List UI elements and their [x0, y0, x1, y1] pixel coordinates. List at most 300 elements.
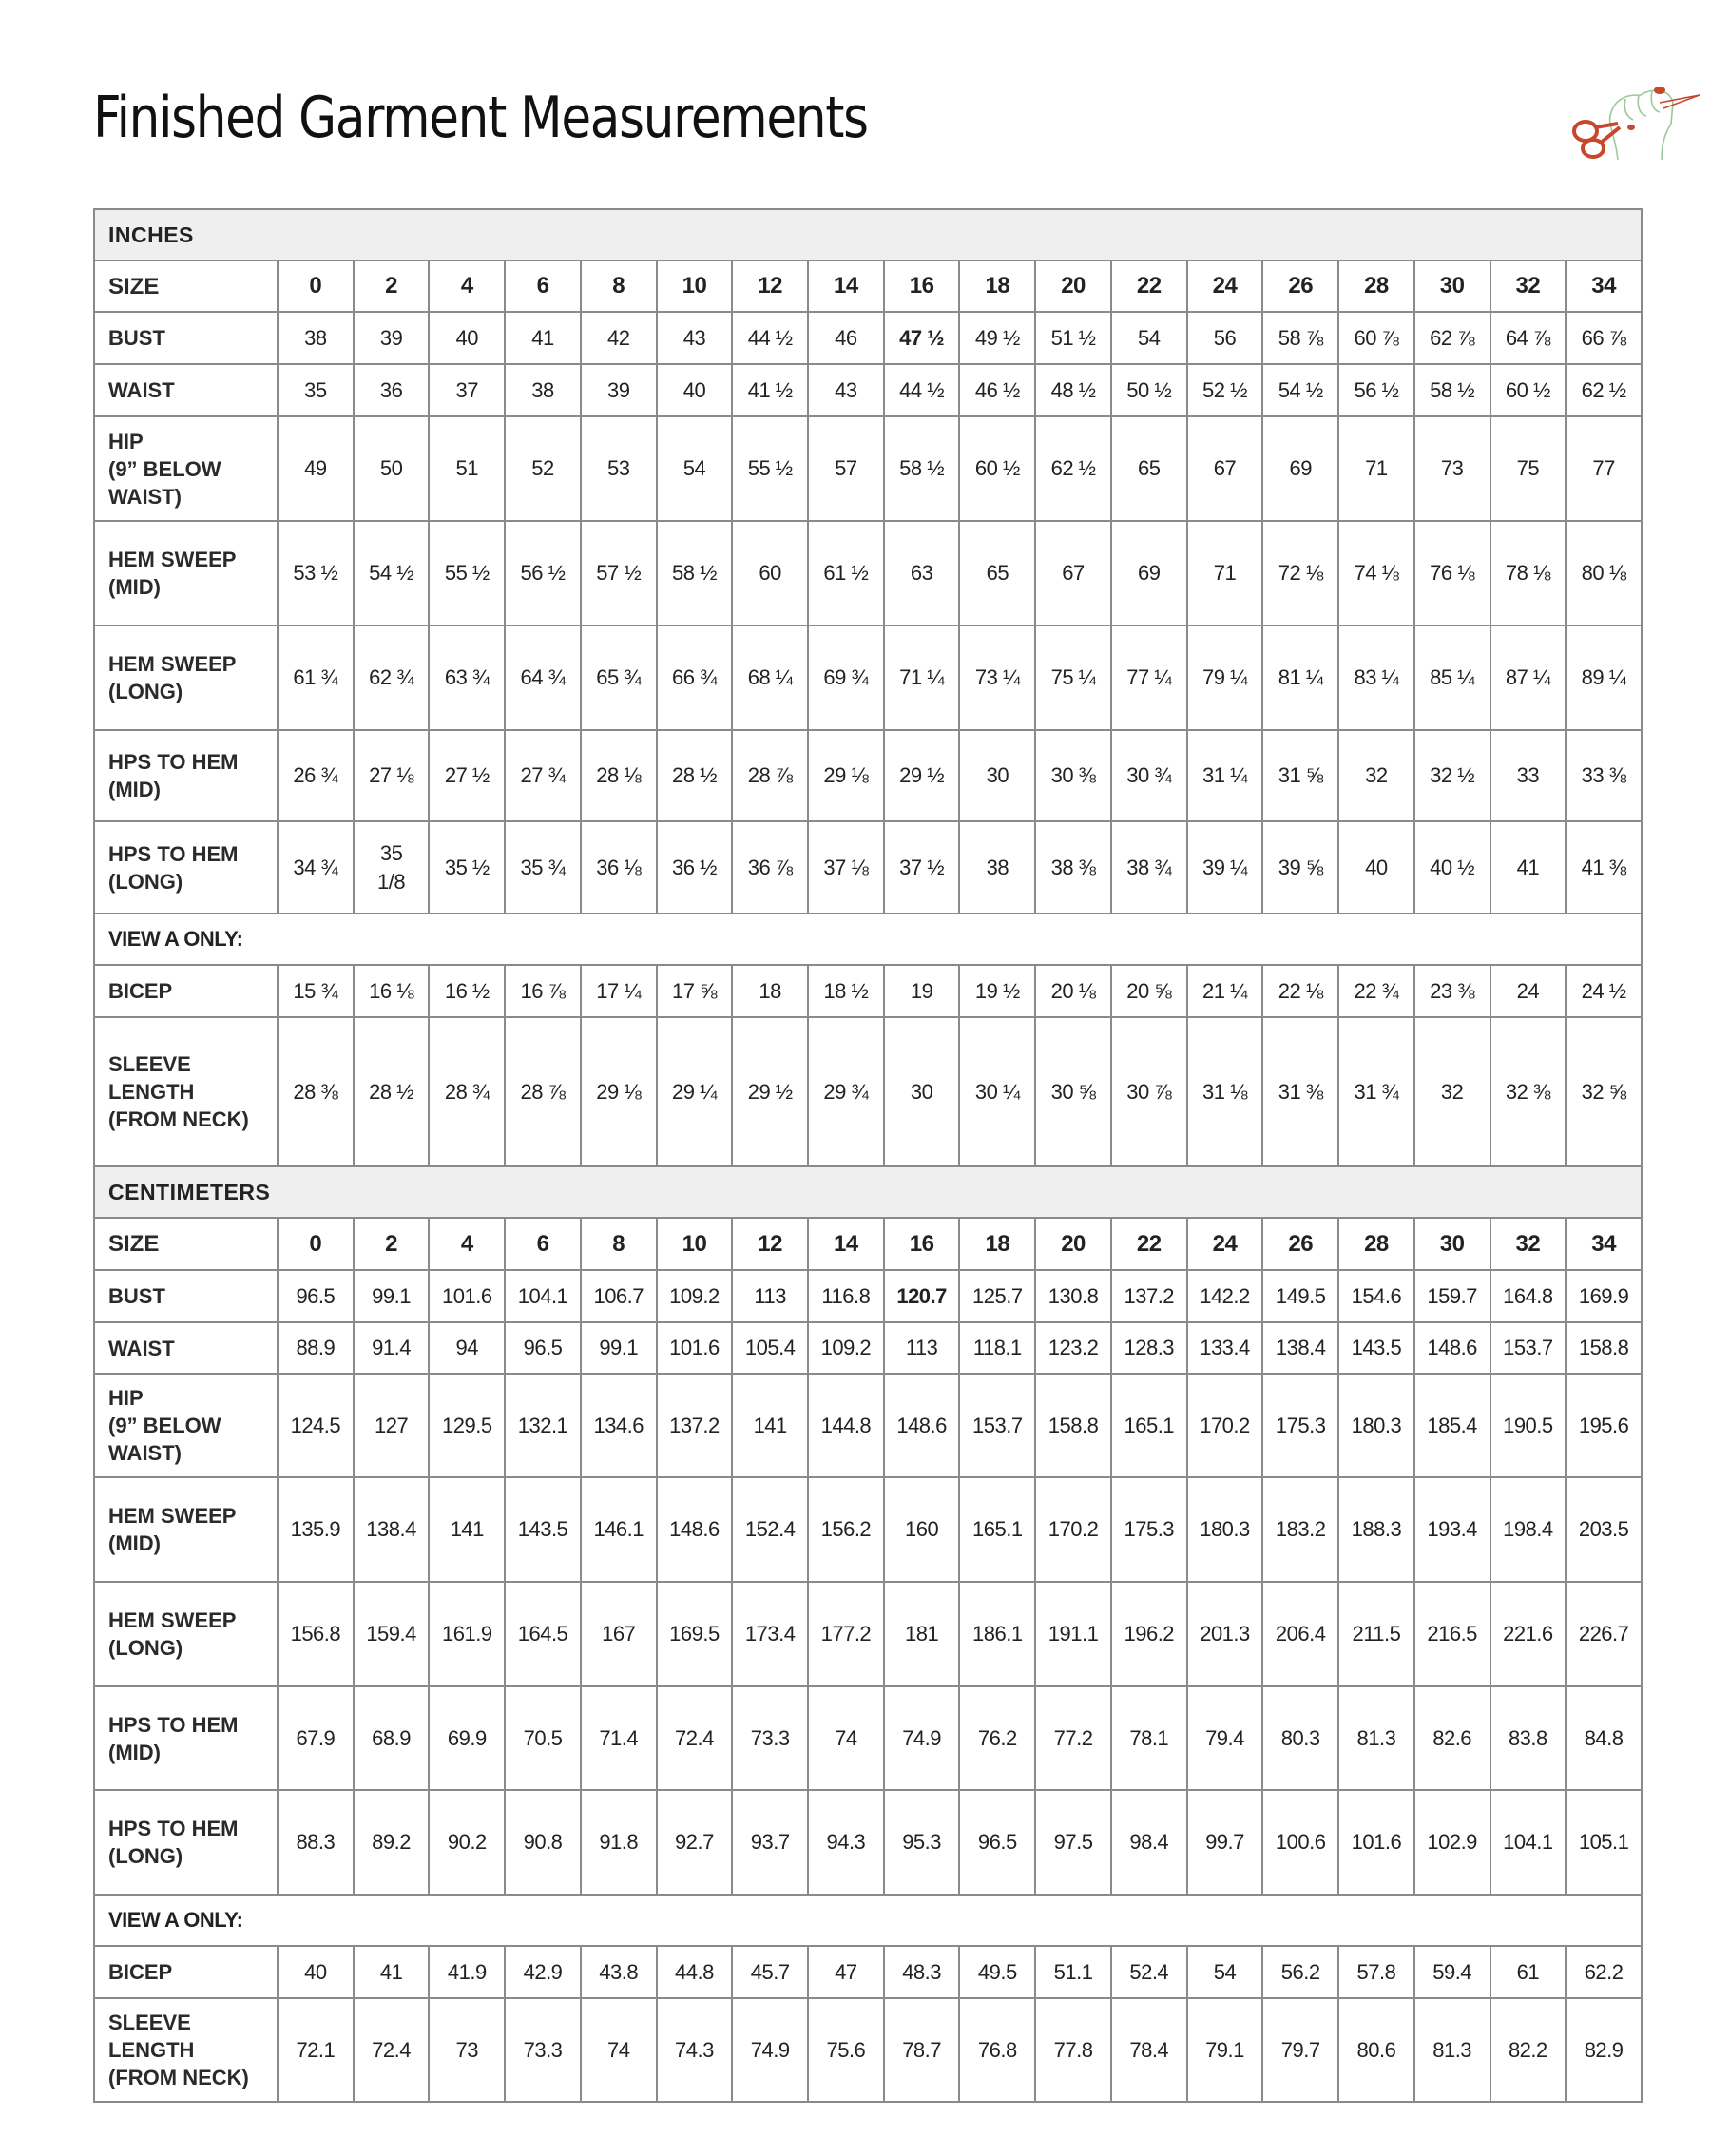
row-label-line: (FROM NECK) — [108, 2066, 249, 2089]
measurement-value: 165.1 — [959, 1477, 1035, 1582]
measurement-value: 30 ⅜ — [1035, 730, 1111, 821]
measurement-label — [94, 821, 278, 914]
size-column-header: 0 — [278, 1218, 354, 1270]
measurement-value: 21 ¼ — [1187, 965, 1263, 1017]
measurement-value: 183.2 — [1262, 1477, 1338, 1582]
measurement-value: 41 — [505, 312, 581, 364]
row-label-line: BUST — [108, 326, 165, 350]
measurement-value: 56.2 — [1262, 1946, 1338, 1998]
measurement-value: 41 ½ — [732, 364, 808, 416]
measurement-value: 80 ⅛ — [1566, 521, 1642, 626]
measurement-value: 77.8 — [1035, 1998, 1111, 2102]
measurement-value: 73.3 — [732, 1686, 808, 1790]
size-column-header: 32 — [1490, 260, 1567, 312]
measurement-value: 28 ⅞ — [732, 730, 808, 821]
measurement-value: 118.1 — [959, 1322, 1035, 1374]
measurement-value: 116.8 — [808, 1270, 884, 1322]
size-column-header: 14 — [808, 1218, 884, 1270]
measurement-value: 64 ¾ — [505, 626, 581, 730]
measurement-value: 73 — [1414, 416, 1490, 521]
measurement-value: 134.6 — [581, 1374, 657, 1477]
measurement-value: 53 — [581, 416, 657, 521]
measurement-value: 35 1/8 — [354, 821, 430, 914]
measurement-value: 206.4 — [1262, 1582, 1338, 1686]
row-label-line: WAIST) — [108, 484, 182, 509]
measurement-value: 75 ¼ — [1035, 626, 1111, 730]
measurement-value: 83.8 — [1490, 1686, 1567, 1790]
measurement-value: 158.8 — [1035, 1374, 1111, 1477]
measurement-row — [94, 626, 1642, 730]
measurement-value: 76.2 — [959, 1686, 1035, 1790]
measurement-value: 46 — [808, 312, 884, 364]
size-column-header: 18 — [959, 1218, 1035, 1270]
measurement-value: 17 ¼ — [581, 965, 657, 1017]
measurement-value: 49 ½ — [959, 312, 1035, 364]
row-label-line: (MID) — [108, 1531, 161, 1555]
measurement-value: 96.5 — [505, 1322, 581, 1374]
measurement-value: 27 ¾ — [505, 730, 581, 821]
hand-holding-scissors-logo — [1559, 57, 1701, 162]
measurement-value: 82.9 — [1566, 1998, 1642, 2102]
measurement-value: 153.7 — [959, 1374, 1035, 1477]
measurement-value: 47 ½ — [884, 312, 960, 364]
measurement-value: 45.7 — [732, 1946, 808, 1998]
measurement-value: 41 — [1490, 821, 1567, 914]
measurement-label — [94, 1017, 278, 1166]
measurement-value: 64 ⅞ — [1490, 312, 1567, 364]
measurement-value: 19 ½ — [959, 965, 1035, 1017]
measurement-row — [94, 1998, 1642, 2102]
size-label: SIZE — [94, 1218, 278, 1270]
measurement-value: 138.4 — [1262, 1322, 1338, 1374]
measurement-value: 36 — [354, 364, 430, 416]
measurement-value: 38 — [959, 821, 1035, 914]
measurement-value: 158.8 — [1566, 1322, 1642, 1374]
measurement-value: 152.4 — [732, 1477, 808, 1582]
measurement-value: 60 ⅞ — [1338, 312, 1414, 364]
measurement-value: 31 ⅜ — [1262, 1017, 1338, 1166]
measurement-value: 82.2 — [1490, 1998, 1567, 2102]
measurement-value: 18 — [732, 965, 808, 1017]
measurement-value: 81.3 — [1414, 1998, 1490, 2102]
measurement-value: 78 ⅛ — [1490, 521, 1567, 626]
measurement-value: 97.5 — [1035, 1790, 1111, 1895]
measurement-value: 68 ¼ — [732, 626, 808, 730]
measurement-row — [94, 730, 1642, 821]
measurement-value: 170.2 — [1187, 1374, 1263, 1477]
measurement-value: 113 — [732, 1270, 808, 1322]
measurement-label — [94, 1582, 278, 1686]
row-label-line: (9” BELOW — [108, 456, 221, 481]
measurement-row — [94, 1374, 1642, 1477]
measurement-value: 54 ½ — [1262, 364, 1338, 416]
row-label-line: (LONG) — [108, 1636, 183, 1660]
size-column-header: 8 — [581, 1218, 657, 1270]
measurement-value: 32 ½ — [1414, 730, 1490, 821]
measurement-value: 79.7 — [1262, 1998, 1338, 2102]
row-label-line: WAIST — [108, 378, 175, 402]
measurement-value: 57 — [808, 416, 884, 521]
measurement-value: 61 — [1490, 1946, 1567, 1998]
measurement-value: 29 ¼ — [657, 1017, 733, 1166]
measurement-value: 109.2 — [808, 1322, 884, 1374]
size-column-header: 4 — [429, 260, 505, 312]
measurement-value: 37 — [429, 364, 505, 416]
size-column-header: 12 — [732, 260, 808, 312]
measurement-value: 102.9 — [1414, 1790, 1490, 1895]
measurement-value: 94.3 — [808, 1790, 884, 1895]
measurement-value: 28 ⅜ — [278, 1017, 354, 1166]
measurement-value: 51.1 — [1035, 1946, 1111, 1998]
size-column-header: 4 — [429, 1218, 505, 1270]
measurement-value: 181 — [884, 1582, 960, 1686]
row-label-line: HPS TO HEM — [108, 1712, 239, 1737]
size-column-header: 22 — [1111, 260, 1187, 312]
measurement-value: 191.1 — [1035, 1582, 1111, 1686]
measurement-value: 125.7 — [959, 1270, 1035, 1322]
measurement-value: 84.8 — [1566, 1686, 1642, 1790]
measurement-value: 49 — [278, 416, 354, 521]
measurement-value: 17 ⅝ — [657, 965, 733, 1017]
size-column-header: 16 — [884, 1218, 960, 1270]
measurement-value: 58 ⅞ — [1262, 312, 1338, 364]
measurement-value: 40 ½ — [1414, 821, 1490, 914]
row-label-line: SLEEVE — [108, 2011, 191, 2034]
measurement-value: 76 ⅛ — [1414, 521, 1490, 626]
measurement-value: 35 ¾ — [505, 821, 581, 914]
measurement-value: 15 ¾ — [278, 965, 354, 1017]
measurement-value: 180.3 — [1187, 1477, 1263, 1582]
measurement-value: 44.8 — [657, 1946, 733, 1998]
measurement-value: 75.6 — [808, 1998, 884, 2102]
measurement-value: 188.3 — [1338, 1477, 1414, 1582]
measurement-value: 32 ⅜ — [1490, 1017, 1567, 1166]
measurement-value: 169.9 — [1566, 1270, 1642, 1322]
size-label: SIZE — [94, 260, 278, 312]
measurement-value: 148.6 — [1414, 1322, 1490, 1374]
measurement-row — [94, 521, 1642, 626]
measurement-value: 41 ⅜ — [1566, 821, 1642, 914]
measurement-value: 30 ⅞ — [1111, 1017, 1187, 1166]
measurement-value: 40 — [429, 312, 505, 364]
measurement-value: 226.7 — [1566, 1582, 1642, 1686]
row-label-line: WAIST) — [108, 1441, 182, 1465]
measurement-value: 95.3 — [884, 1790, 960, 1895]
measurement-value: 40 — [278, 1946, 354, 1998]
measurement-value: 39 — [581, 364, 657, 416]
measurement-value: 62 ¾ — [354, 626, 430, 730]
measurement-value: 106.7 — [581, 1270, 657, 1322]
measurement-value: 20 ⅝ — [1111, 965, 1187, 1017]
measurement-value: 142.2 — [1187, 1270, 1263, 1322]
measurement-value: 85 ¼ — [1414, 626, 1490, 730]
measurement-value: 93.7 — [732, 1790, 808, 1895]
measurement-value: 32 — [1414, 1017, 1490, 1166]
size-column-header: 20 — [1035, 260, 1111, 312]
measurement-value: 68.9 — [354, 1686, 430, 1790]
measurement-value: 67 — [1035, 521, 1111, 626]
measurement-row — [94, 1946, 1642, 1998]
measurement-value: 137.2 — [657, 1374, 733, 1477]
measurement-value: 43 — [808, 364, 884, 416]
measurement-value: 28 ⅛ — [581, 730, 657, 821]
measurement-value: 31 ⅛ — [1187, 1017, 1263, 1166]
measurement-value: 177.2 — [808, 1582, 884, 1686]
measurement-value: 82.6 — [1414, 1686, 1490, 1790]
measurement-value: 180.3 — [1338, 1374, 1414, 1477]
measurement-value: 27 ½ — [429, 730, 505, 821]
measurement-value: 28 ⅞ — [505, 1017, 581, 1166]
row-label-line: (FROM NECK) — [108, 1107, 249, 1131]
measurement-label — [94, 416, 278, 521]
row-label-line: HEM SWEEP — [108, 1608, 237, 1632]
measurement-value: 79 ¼ — [1187, 626, 1263, 730]
measurement-value: 164.8 — [1490, 1270, 1567, 1322]
measurement-row — [94, 364, 1642, 416]
size-column-header: 32 — [1490, 1218, 1567, 1270]
measurement-label — [94, 1946, 278, 1998]
measurement-value: 32 ⅝ — [1566, 1017, 1642, 1166]
measurement-value: 42.9 — [505, 1946, 581, 1998]
measurement-value: 61 ¾ — [278, 626, 354, 730]
measurement-label — [94, 1374, 278, 1477]
measurement-label — [94, 1322, 278, 1374]
size-header-row — [94, 1218, 1642, 1270]
measurement-value: 66 ¾ — [657, 626, 733, 730]
measurement-value: 196.2 — [1111, 1582, 1187, 1686]
measurement-value: 90.2 — [429, 1790, 505, 1895]
measurement-value: 96.5 — [959, 1790, 1035, 1895]
measurement-value: 48 ½ — [1035, 364, 1111, 416]
measurement-value: 50 ½ — [1111, 364, 1187, 416]
measurement-value: 24 ½ — [1566, 965, 1642, 1017]
measurement-value: 20 ⅛ — [1035, 965, 1111, 1017]
row-label-line: BICEP — [108, 979, 173, 1003]
measurement-value: 18 ½ — [808, 965, 884, 1017]
size-column-header: 18 — [959, 260, 1035, 312]
measurement-value: 78.1 — [1111, 1686, 1187, 1790]
measurement-value: 66 ⅞ — [1566, 312, 1642, 364]
measurement-value: 94 — [429, 1322, 505, 1374]
row-label-line: (LONG) — [108, 1844, 183, 1868]
measurement-value: 74.9 — [884, 1686, 960, 1790]
measurement-value: 149.5 — [1262, 1270, 1338, 1322]
measurement-value: 39 ⅝ — [1262, 821, 1338, 914]
measurement-value: 37 ½ — [884, 821, 960, 914]
measurement-value: 57 ½ — [581, 521, 657, 626]
measurement-value: 91.8 — [581, 1790, 657, 1895]
measurement-value: 26 ¾ — [278, 730, 354, 821]
measurement-value: 38 ¾ — [1111, 821, 1187, 914]
measurement-value: 80.3 — [1262, 1686, 1338, 1790]
size-column-header: 10 — [657, 1218, 733, 1270]
measurement-value: 71 — [1338, 416, 1414, 521]
measurement-row — [94, 1270, 1642, 1322]
measurement-value: 27 ⅛ — [354, 730, 430, 821]
measurement-value: 74.9 — [732, 1998, 808, 2102]
measurement-value: 90.8 — [505, 1790, 581, 1895]
measurement-value: 101.6 — [657, 1322, 733, 1374]
measurement-value: 203.5 — [1566, 1477, 1642, 1582]
measurement-value: 146.1 — [581, 1477, 657, 1582]
measurement-value: 54 — [1111, 312, 1187, 364]
measurement-value: 52 — [505, 416, 581, 521]
measurement-value: 59.4 — [1414, 1946, 1490, 1998]
measurement-value: 28 ½ — [354, 1017, 430, 1166]
measurement-value: 72.4 — [657, 1686, 733, 1790]
measurement-row — [94, 1790, 1642, 1895]
measurement-value: 33 — [1490, 730, 1567, 821]
measurement-value: 44 ½ — [884, 364, 960, 416]
measurement-value: 79.4 — [1187, 1686, 1263, 1790]
measurement-value: 74 — [808, 1686, 884, 1790]
measurement-row — [94, 1322, 1642, 1374]
measurement-value: 71.4 — [581, 1686, 657, 1790]
measurement-value: 62 ½ — [1566, 364, 1642, 416]
measurement-value: 100.6 — [1262, 1790, 1338, 1895]
measurement-value: 69.9 — [429, 1686, 505, 1790]
measurement-label — [94, 626, 278, 730]
measurement-value: 16 ⅞ — [505, 965, 581, 1017]
size-column-header: 28 — [1338, 260, 1414, 312]
measurement-value: 211.5 — [1338, 1582, 1414, 1686]
measurement-value: 30 ⅝ — [1035, 1017, 1111, 1166]
row-label-line: (MID) — [108, 1740, 161, 1764]
measurement-value: 37 ⅛ — [808, 821, 884, 914]
measurement-value: 70.5 — [505, 1686, 581, 1790]
measurement-label — [94, 1270, 278, 1322]
measurement-value: 185.4 — [1414, 1374, 1490, 1477]
measurement-value: 154.6 — [1338, 1270, 1414, 1322]
row-label-line: (LONG) — [108, 869, 183, 894]
measurement-value: 60 ½ — [1490, 364, 1567, 416]
measurement-value: 31 ¾ — [1338, 1017, 1414, 1166]
measurement-value: 19 — [884, 965, 960, 1017]
measurement-value: 63 — [884, 521, 960, 626]
row-label-line: LENGTH — [108, 1080, 195, 1104]
row-label-line: (LONG) — [108, 680, 183, 703]
measurement-value: 99.1 — [581, 1322, 657, 1374]
row-label-line: HIP — [108, 429, 144, 453]
measurement-value: 28 ½ — [657, 730, 733, 821]
size-column-header: 0 — [278, 260, 354, 312]
measurement-value: 167 — [581, 1582, 657, 1686]
measurement-value: 190.5 — [1490, 1374, 1567, 1477]
measurement-value: 75 — [1490, 416, 1567, 521]
measurement-value: 195.6 — [1566, 1374, 1642, 1477]
measurement-value: 62 ⅞ — [1414, 312, 1490, 364]
measurement-value: 29 ⅛ — [808, 730, 884, 821]
measurement-value: 159.7 — [1414, 1270, 1490, 1322]
measurement-value: 96.5 — [278, 1270, 354, 1322]
hand-icon — [1610, 90, 1673, 160]
measurement-value: 99.7 — [1187, 1790, 1263, 1895]
row-label-line: BUST — [108, 1284, 165, 1308]
measurement-value: 129.5 — [429, 1374, 505, 1477]
measurement-value: 36 ⅛ — [581, 821, 657, 914]
measurement-value: 201.3 — [1187, 1582, 1263, 1686]
measurement-row — [94, 312, 1642, 364]
measurement-value: 89 ¼ — [1566, 626, 1642, 730]
measurement-value: 109.2 — [657, 1270, 733, 1322]
measurement-value: 143.5 — [505, 1477, 581, 1582]
measurement-value: 80.6 — [1338, 1998, 1414, 2102]
measurement-value: 144.8 — [808, 1374, 884, 1477]
measurement-value: 78.7 — [884, 1998, 960, 2102]
row-label-line: HPS TO HEM — [108, 841, 239, 866]
measurement-value: 46 ½ — [959, 364, 1035, 416]
row-label-line: (MID) — [108, 575, 161, 599]
measurement-value: 143.5 — [1338, 1322, 1414, 1374]
measurement-value: 65 — [959, 521, 1035, 626]
measurement-value: 40 — [1338, 821, 1414, 914]
measurement-value: 105.1 — [1566, 1790, 1642, 1895]
measurement-value: 99.1 — [354, 1270, 430, 1322]
measurement-value: 29 ½ — [884, 730, 960, 821]
measurement-value: 98.4 — [1111, 1790, 1187, 1895]
measurement-label — [94, 1477, 278, 1582]
measurement-value: 89.2 — [354, 1790, 430, 1895]
size-column-header: 12 — [732, 1218, 808, 1270]
measurement-value: 216.5 — [1414, 1582, 1490, 1686]
section-heading-row — [94, 209, 1642, 260]
measurement-value: 137.2 — [1111, 1270, 1187, 1322]
measurement-value: 31 ¼ — [1187, 730, 1263, 821]
measurement-value: 41 — [354, 1946, 430, 1998]
measurement-value: 160 — [884, 1477, 960, 1582]
row-label-line: LENGTH — [108, 2038, 195, 2062]
page-title: Finished Garment Measurements — [93, 85, 868, 151]
measurement-value: 127 — [354, 1374, 430, 1477]
row-label-line: HPS TO HEM — [108, 1817, 239, 1840]
measurement-value: 81 ¼ — [1262, 626, 1338, 730]
measurement-label — [94, 1686, 278, 1790]
measurement-value: 51 ½ — [1035, 312, 1111, 364]
measurement-value: 72.4 — [354, 1998, 430, 2102]
measurement-value: 56 — [1187, 312, 1263, 364]
measurement-value: 67 — [1187, 416, 1263, 521]
measurement-value: 221.6 — [1490, 1582, 1567, 1686]
row-label-line: (MID) — [108, 778, 161, 801]
section-heading: CENTIMETERS — [94, 1166, 1642, 1218]
measurement-value: 73 ¼ — [959, 626, 1035, 730]
measurement-value: 186.1 — [959, 1582, 1035, 1686]
measurement-label — [94, 965, 278, 1017]
measurement-value: 193.4 — [1414, 1477, 1490, 1582]
measurement-value: 28 ¾ — [429, 1017, 505, 1166]
measurement-value: 81.3 — [1338, 1686, 1414, 1790]
measurement-value: 148.6 — [884, 1374, 960, 1477]
size-column-header: 2 — [354, 260, 430, 312]
measurement-value: 77 — [1566, 416, 1642, 521]
measurement-value: 65 ¾ — [581, 626, 657, 730]
measurement-value: 135.9 — [278, 1477, 354, 1582]
measurement-value: 32 — [1338, 730, 1414, 821]
size-column-header: 26 — [1262, 1218, 1338, 1270]
measurement-row — [94, 416, 1642, 521]
size-column-header: 30 — [1414, 260, 1490, 312]
measurement-value: 16 ⅛ — [354, 965, 430, 1017]
measurement-value: 34 ¾ — [278, 821, 354, 914]
measurement-value: 58 ½ — [1414, 364, 1490, 416]
measurement-value: 38 — [278, 312, 354, 364]
size-column-header: 30 — [1414, 1218, 1490, 1270]
measurement-value: 156.2 — [808, 1477, 884, 1582]
measurement-value: 198.4 — [1490, 1477, 1567, 1582]
measurement-value: 141 — [732, 1374, 808, 1477]
measurement-row — [94, 821, 1642, 914]
measurement-value: 156.8 — [278, 1582, 354, 1686]
